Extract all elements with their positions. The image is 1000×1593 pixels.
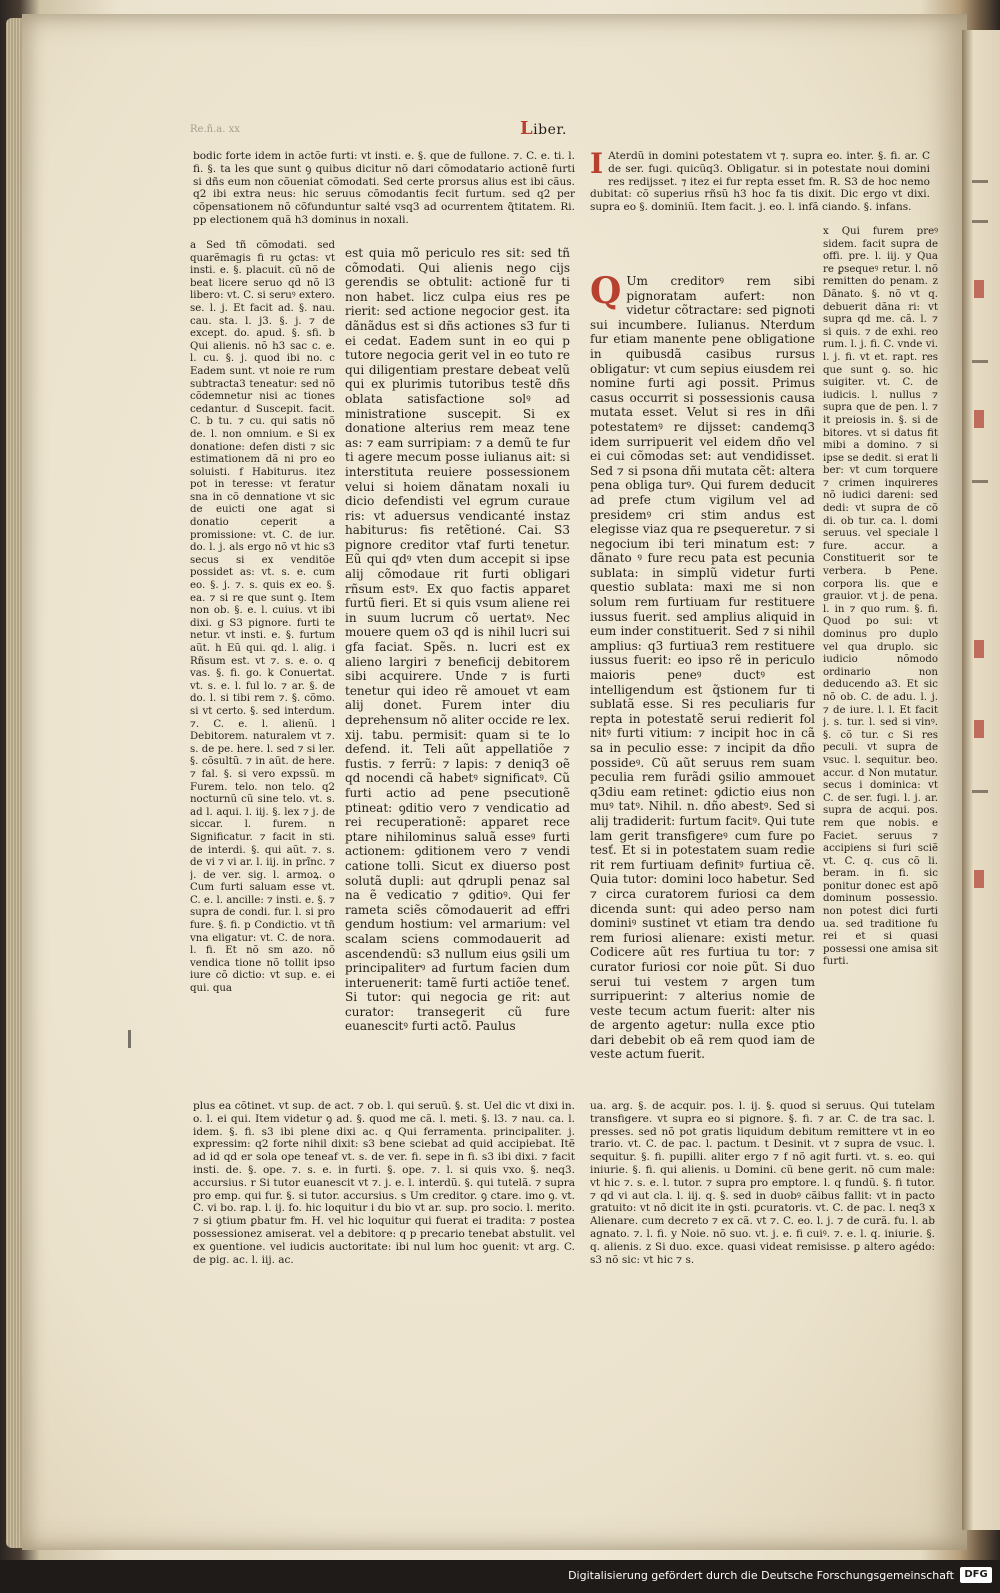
running-head-initial: L [520,118,534,139]
folio-number: Re.ñ.a. xx [190,124,240,135]
running-head [520,118,567,139]
right-margin-gloss: x Qui furem preꝰ sidem. facit supra de offi. pre. l. iij. y Qua re ꝑsequeꝰ retur. l. nõ remitten do penam. z Dãnato. §. nõ vt q. debuerit dãna ri: vt supra qd me. cã. l. ⁊ si quis. ⁊ de exhi. reo rum. l. j. fi. C. vnde vi. l. j. fi. vt et. rapt. res que sunt ꝯ. so. hic suigiter. vt. C. de iudicis. l. nullus ⁊ supra que de pen. l. ⁊ it preiosis in. §. si de bitores. vt si datus fit mibi a domino. ⁊ si ipse se dedit. si erat li ber: vt cum torquere ⁊ crimen inquireres nõ iudici dareni: sed dedi: vt supra de cõ di. ob tur. ca. l. domi seruus. vel speciale l fure. accur. a Constituerit sor te verbera. b Pene. corpora lis. que e grauior. vt j. de pena. l. in ⁊ quo rum. §. fi. Quod po sui: vt dominus pro duplo vel qua druplo. sic iudicio nõmodo ordinario non deducendo a3. Et sic nõ ob. C. de adu. l. j. ⁊ de iure. l. l. Et facit j. s. tur. l. sed si vinꝰ. §. cõ tur. c Si res peculi. vt supra de vsuc. l. sequitur. beo. accur. d Non mutatur. secus i dominica: vt C. de ser. fugi. l. j. ar. supra de acqui. pos. rem que nobis. e Faciet. seruus ⁊ accipiens si furi sciẽ vt. C. q. cus cõ li. beram. in fi. sic ponitur donec est apõ dominum possessio. non potest dici furti ua. sed traditione fu rei et si quasi possessi one amisa sit furti. [823,226,938,968]
ink-mark [128,1030,131,1048]
running-head-text: iber. [533,122,567,138]
bottom-left-gloss: plus ea cõtinet. vt sup. de act. ⁊ ob. l. qui seruũ. §. st. Uel dic vt dixi in. o. l. ei qui. Item videtur ꝯ ad. §. quod me cã. l. meti. §. l3. ⁊ nau. ca. l. idem. §. fi. s3 ibi plene dixi ac. q Qui ferramenta. principaliter. j. expressim: q2 forte nihil dixit: s3 bene sciebat ad quid accipiebat. Itẽ ad id qd er sola ope teneaf vt. s. de ver. fi. sepe in fi. s3 ibi dixi. ⁊ facit insti. de. §. ope. ⁊. s. e. in furti. §. ope. ⁊. l. si quis vxo. §. neq3. accursius. r Si tutor euanescit vt ⁊. j. e. l. interdũ. §. qui tutelã. ⁊ supra pro emp. qui fur. §. si tutor. accursius. s Um creditor. ꝯ ctare. imo ꝯ. vt. C. vi bo. rap. l. ij. fo. hic loquitur i du bio vt ar. sup. pro socio. l. merito. ⁊ si ꝯtium ꝑbatur fm. H. vel hic loquitur qui fuerat ei tradita: ⁊ postea possessionez amiserat. vel a debitore: q p precario tenebat abstulit. vel ex ꝯuentione. vel iudicis auctoritate: ibi nul lum hoc ꝯuenit: vt arg. C. de pig. ac. l. iij. ac. [193,1100,575,1266]
top-left-gloss: bodic forte idem in actõe furti: vt insti. e. §. que de fullone. ⁊. C. e. ti. l. fi. §. ta les que sunt ꝯ quibus dicitur nõ dari cõmodatario actionẽ furti si dñs eum non cõueniat cõmodati. Sed certe prorsus alius est ibi cãus. q2 ibi extra neus: hic seruus cõmodantis fecit furtum. sed q2 per cõpensationem nõ cõfunduntur salté vsq3 ad ocurrentem q̃titatem. Ri. pp electionem quã h3 dominus in noxali. [193,150,575,226]
dfg-logo: DFG [960,1567,992,1583]
funding-credit: Digitalisierung gefördert durch die Deutsche Forschungsgemeinschaft [568,1569,954,1582]
top-right-gloss: I Aterdũ in domini potestatem vt ⁊. supra eo. inter. §. fi. ar. C de ser. fugi. quicũq3. Obligatur. si in potestate noui domini res redijsset. ⁊ itez ei fur repta esset fm. R. S3 de hoc nemo dubitat: cõ superius rñsũ h3 hoc fa tis dixit. Dic ergo vt dixi. supra eo §. dominiũ. Item facit. j. eo. l. infã ciando. §. infans. [590,150,930,214]
decorated-initial: Q [590,274,622,312]
left-margin-gloss: a Sed tñ cõmodati. sed quarẽmagis fi ru ꝯctas: vt insti. e. §. placuit. cũ nõ de beat licere seruo qd nõ l3 libero: vt. C. si seruꝰ extero. se. l. j. Et facit ad. §. nau. cau. sta. l. j3. §. j. ⁊ de except. do. apud. §. sfi. b Qui alienis. nõ h3 sac c. e. l. cu. §. j. quod ibi no. c Eadem sunt. vt noie re rum subtracta3 teneatur: sed nõ cõdemnetur nisi ac tiones cedantur. d Suscepit. facit. C. b tu. ⁊ cu. qui satis nõ de. l. non omnium. e Si ex donatione: defen disti ⁊ sic estimationem dã ni pro eo soluisti. f Habiturus. itez pot in teresse: vt feratur sna in cõ dennatione vt sic de euicti one agat si donatio ceperit a promissione: vt. C. de iur. do. l. j. als ergo nõ vt hic s3 secus si ex venditõe possidet as: vt. s. e. cum eo. §. j. ⁊. s. quis ex eo. §. ea. ⁊ si re que sunt ꝯ. Item non ob. §. e. l. cuius. vt ibi dixi. g S3 pignore. furti te netur. vt insti. e. §. furtum aũt. h Eũ qui. qd. l. alig. i Rñsum est. vt ⁊. s. e. o. q vas. §. fi. go. k Conuertat. vt. s. e. l. ful lo. ⁊ ar. §. de do. l. si tibi rem ⁊. §. cõmo. si vt certo. §. sed interdum. ⁊. C. e. l. alienũ. l Debitorem. naturalem vt ⁊. s. de pe. here. l. sed ⁊ si ler. §. cõsultũ. ⁊ in aũt. de here. ⁊ fal. §. si vero expssũ. m Furem. telo. non telo. q2 nocturnũ cũ sine telo. vt. s. ad l. aqui. l. iij. §. lex ⁊ j. de siccar. l. furem. n Significatur. ⁊ facit in sti. de interdi. §. qui aũt. ⁊. s. de vi ⁊ vi ar. l. iij. in prĩnc. ⁊ j. de ver. sig. l. armoꝝ. o Cum furti saluam esse vt. C. e. l. ancille: ⁊ insti. e. §. ⁊ supra de condi. fur. l. si pro fure. §. fi. p Condictio. vt tñ vna eligatur: vt. C. de nora. l. fi. Et nõ sm azo. nõ vendica tione nõ tollit ipso iure cõ dictio: vt sup. e. ei qui. qua [190,240,335,995]
bottom-right-gloss: ua. arg. §. de acquir. pos. l. ij. §. quod si seruus. Qui tutelam transfigere. vt supra eo si pignore. §. fi. ⁊ ar. C. de tra sac. l. presses. sed nõ pot gratis liquidum debitum remittere vt in eo trario. vt. C. de pac. l. pactum. t Desinit. vt ⁊ supra de vsuc. l. sequitur. §. fi. pupilli. aliter ergo ⁊ f nõ agit furti. vt. s. eo. qui iniurie. §. fi. qui alienis. u Domini. cũ bene gerit. nõ cum male: vt hic ⁊. s. e. l. tutor. ⁊ supra pro emptore. l. q fundũ. §. fi tutor. ⁊ qd vi aut cla. l. iij. q. §. sed in duobꝰ cãibus fallit: vt in pacto gratuito: vt nõ dicit ite in ꝯsti. ꝑcuratoris. vt. C. de pac. l. neq3 x Alienare. cum decreto ⁊ ex cã. vt ⁊. C. eo. l. j. ⁊ de curã. fu. l. ab agnato. ⁊. l. fi. y Noie. nõ suo. vt. j. e. fi cuiꝰ. ⁊. e. l. q. iniurie. §. q. alienis. z Si duo. exce. quasi videat remisisse. ꝑ altero agédo: s3 nõ sic: vt hic ⁊ s. [590,1100,935,1266]
facing-page-edge [962,30,1000,1530]
main-text-column-2: Q Um creditorꝰ rem sibi pignoratam aufert: non videtur cõtractare: sed pignoti sui incumbere. Iulianus. Nterdum fur etiam manente pene obligatione in quibusdã casibus rursus obligatur: vt cum sepius eiusdem rei nomine furti agi possit. Primus casus occurrit si possessionis causa mutata esset. Velut si res in dñi potestatemꝰ re dijsset: candemq3 idem surripuerit vel eidem dño vel ei cui cõmodas set: aut vendidisset. Sed ⁊ si psona dñi mutata cẽt: altera pena obliga turꝰ. Qui furem deducit ad prefe ctum vigilum vel ad presidemꝰ cri stim andus est elegisse viaz qua re ꝑsequeretur. ⁊ si negocium ibi teri minatum est: ⁊ dãnato ꝰ fure recu pata est pecunia sublata: in simplũ videtur furti questio sublata: maxi me si non solum rem furtiuam fur restituere iussus fuerit. sed amplius aliquid in eum inder constituerit. Sed ⁊ si nihil amplius: q3 furtiua3 rem restituere iussus fuerit: eo ipso rẽ in periculo maioris peneꝰ ductꝰ est intelligendum est q̃stionem fur ti sublatã esse. Si res peculiaris fur repta in potestatẽ serui redierit fol nitꝰ furti vitium: ⁊ incipit hoc in cã sa in peculio esse: ⁊ incipit da dño possideꝰ. Cũ aũt seruus rem suam peculia rem furãdi ꝯsilio ammouet q3diu eam retinet: ꝯdictio eius non muꝰ tatꝰ. Nihil. n. dño abestꝰ. Sed si alij tradiderit: furtum facitꝰ. Qui tute lam gerit transfigereꝰ cum fure po tesť. Et si in potestatem suam redie rit rem furtiuam definitꝰ furtiua cẽ. Quia tutor: domini loco habetur. Sed ⁊ circa curatorem furiosi ca dem dicenda sunt: qui adeo perso nam dominiꝰ sustinet vt etiam tra dendo rem furiosi alienare: existi metur. Codicere aũt res furtiua tu tor: ⁊ curator furiosi cor noie ꝑũt. Si duo serui tui vestem ⁊ argen tum surripuerint: ⁊ alterius nomie de veste tecum actum fuerit: alter nis de argento agetur: nulla exce ptio dari debebit ob eã rem quod iam de veste actum fuerit. [590,274,815,1062]
main-text-column-1: est quia mõ periculo res sit: sed tñ cõmodati. Qui alienis nego cijs gerendis se obtulit: actionẽ fur ti non habet. licz culpa eius res pe rierit: sed actione negocior gest. ita dãnãdus est si dñs actiones s3 fur ti ei cedat. Eadem sunt in eo qui p tutore negocia gerit vel in eo tuto re qui diligentiam prestare debeat velũ qui ex plurimis tutoribus testẽ dñs oblata satisfactione solꝰ ad ministratione suscepit. Si ex donatione alterius rem meaz tene as: ⁊ eam surripiam: ⁊ a demũ te fur ti agere mecum posse iulianus ait: si interstituta reuiere possessionem velui si hoiem dãnatam noxali iu dicio defendisti vel egrum curaue ris: vt aduersus vendicanté instaz habiturus: fis retẽtioné. Cai. S3 pignore creditor vtaf furti tenetur. Eũ qui qdꝰ vten dum accepit si ipse alij cõmodaue rit furti obligari rñsum estꝰ. Ex quo factis apparet furtũ fieri. Et si quis vsum aliene rei in suum lucrum cõ uertatꝰ. Nec mouere quem o3 qd is nihil lucri sui gfa faciat. Spẽs. n. lucri est ex alieno largiri ⁊ beneficij debitorem sibi acquirere. Unde ⁊ is furti tenetur qui ideo rẽ amouet vt eam alij donet. Furem inter diu deprehensum nõ aliter occide re lex. xij. tabu. permisit: quam si te lo defend. it. Teli aũt appellatiõe ⁊ fustis. ⁊ ferrũ: ⁊ lapis: ⁊ deniq3 oẽ qd nocendi cã habetꝰ significatꝰ. Cũ furti actio ad pene psecutionẽ ptineat: ꝯditio vero ⁊ vendicatio ad rei recuperationẽ: apparet rece ptare nihilominus saluã esseꝰ furti actionem: ꝯditionem vero ⁊ vendi catione tolli. Sicut ex diuerso post solutã dupli: aut qdrupli penaz sal na ẽ vedicatio ⁊ ꝯditioꝰ. Qui fer rameta sciẽs cõmodauerit ad effri gendum hostium: vel armarium: vel scalam sciens commodauerit ad ascendendũ: s3 nullum eius ꝯsili um principaliterꝰ ad furtum facien dum interuenerit: tamẽ furti actiõe teneť. Si tutor: qui negocia ge rit: aut curator: transegerit cũ fure euanescitꝰ furti actõ. Paulus [345,246,570,1034]
